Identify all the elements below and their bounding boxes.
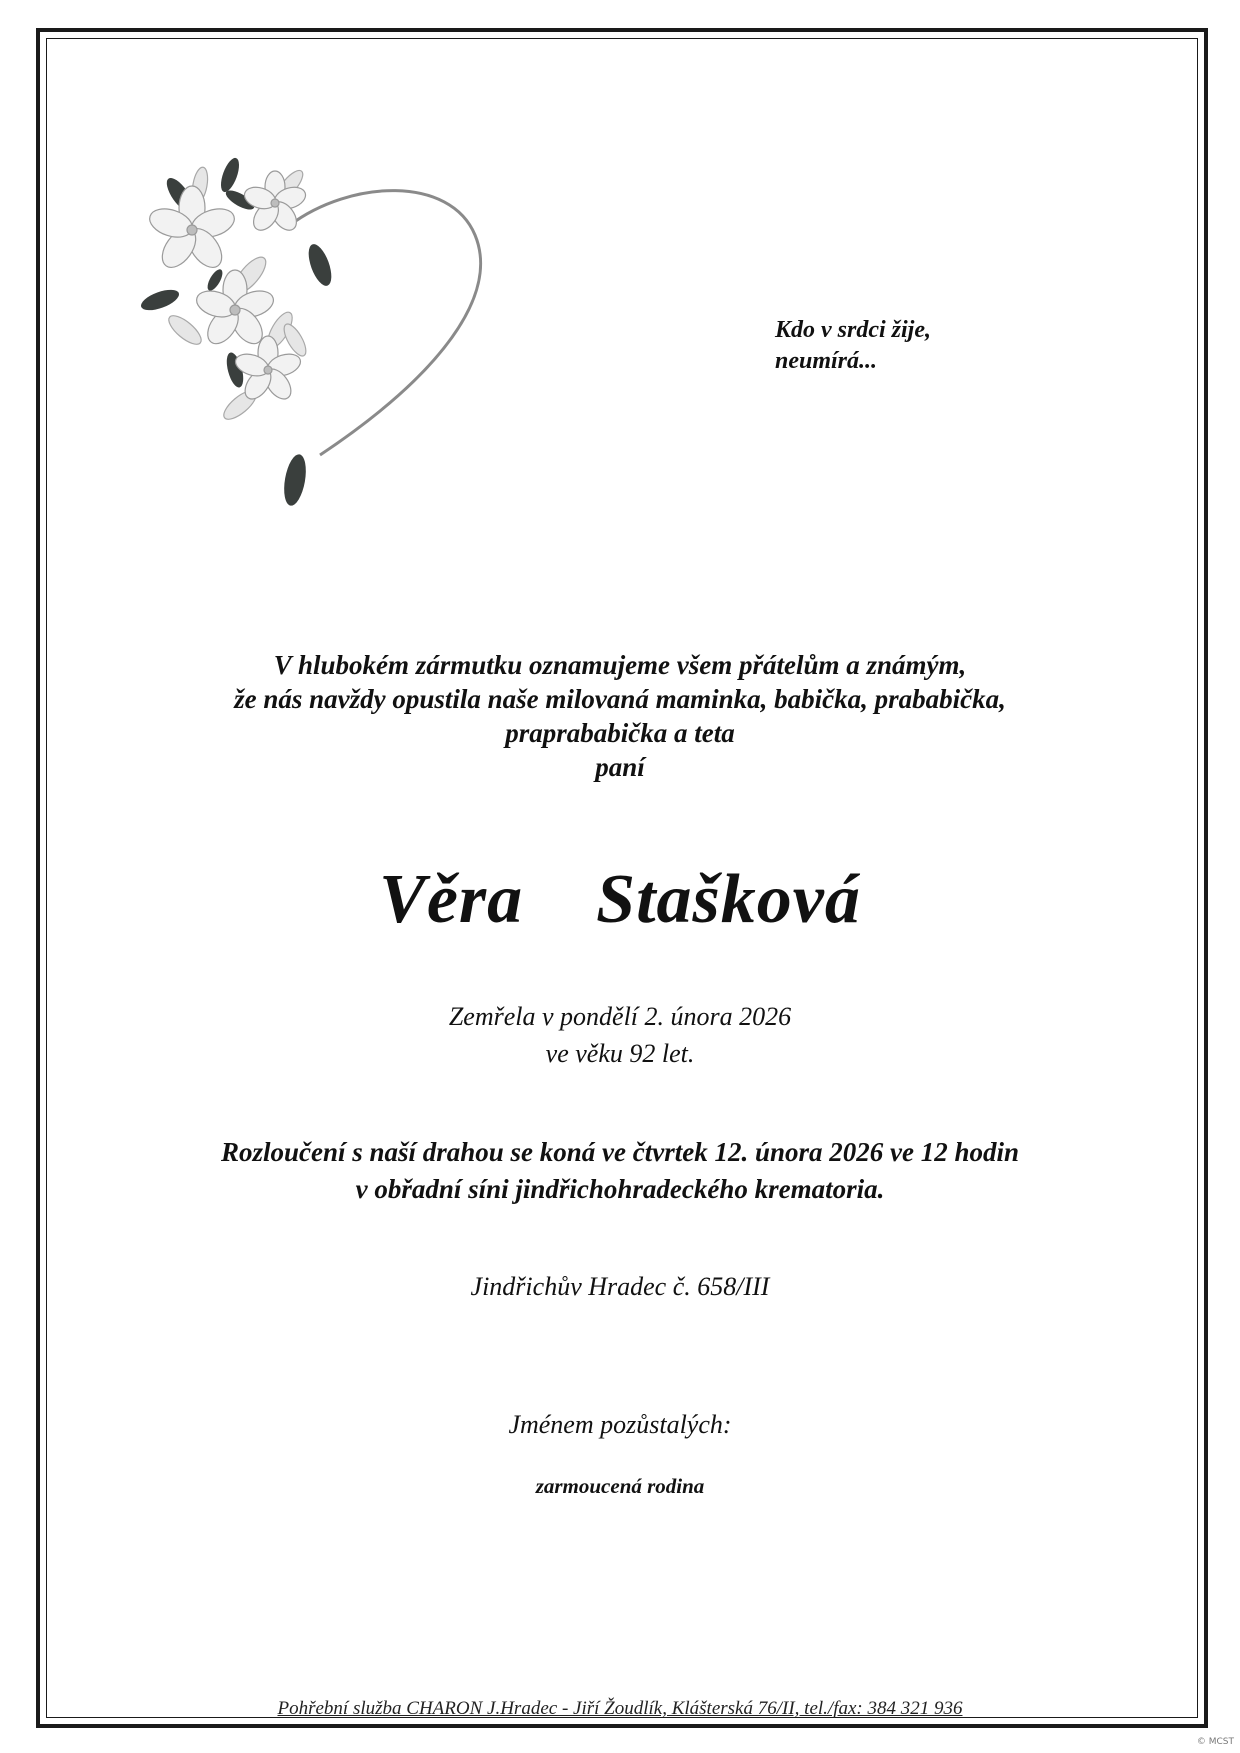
on-behalf-label: Jménem pozůstalých: bbox=[508, 1410, 732, 1439]
heart-flower-ornament-icon bbox=[140, 155, 500, 515]
deceased-name bbox=[0, 860, 1240, 940]
watermark: © MCST bbox=[1196, 1737, 1234, 1747]
announcement-line: praprababička a teta bbox=[505, 718, 735, 748]
funeral-service-footer: Pohřební služba CHARON J.Hradec - Jiří Žoudlík, Klášterská 76/II, tel./fax: 384 321 936 bbox=[277, 1698, 963, 1719]
death-info-line: Zemřela v pondělí 2. února 2026 bbox=[448, 1002, 792, 1031]
motto-line: Kdo v srdci žije, bbox=[775, 317, 931, 343]
announcement-line: V hlubokém zármutku oznamujeme všem přátelům a známým, bbox=[273, 650, 967, 680]
motto-line: neumírá... bbox=[775, 348, 878, 374]
family-signature: zarmoucená rodina bbox=[535, 1474, 705, 1498]
farewell-info bbox=[0, 1134, 1240, 1208]
death-info bbox=[0, 998, 1240, 1072]
motto bbox=[775, 315, 931, 377]
farewell-line: v obřadní síni jindřichohradeckého krematoria. bbox=[355, 1174, 885, 1204]
farewell-line: Rozloučení s naší drahou se koná ve čtvrtek 12. února 2026 ve 12 hodin bbox=[220, 1137, 1020, 1167]
death-info-line: ve věku 92 let. bbox=[545, 1039, 695, 1068]
address: Jindřichův Hradec č. 658/III bbox=[470, 1272, 770, 1301]
announcement-line: paní bbox=[595, 752, 645, 782]
announcement bbox=[0, 648, 1240, 784]
deceased-name-text: Věra Stašková bbox=[379, 861, 861, 938]
announcement-line: že nás navždy opustila naše milovaná maminka, babička, prababička, bbox=[234, 684, 1006, 714]
